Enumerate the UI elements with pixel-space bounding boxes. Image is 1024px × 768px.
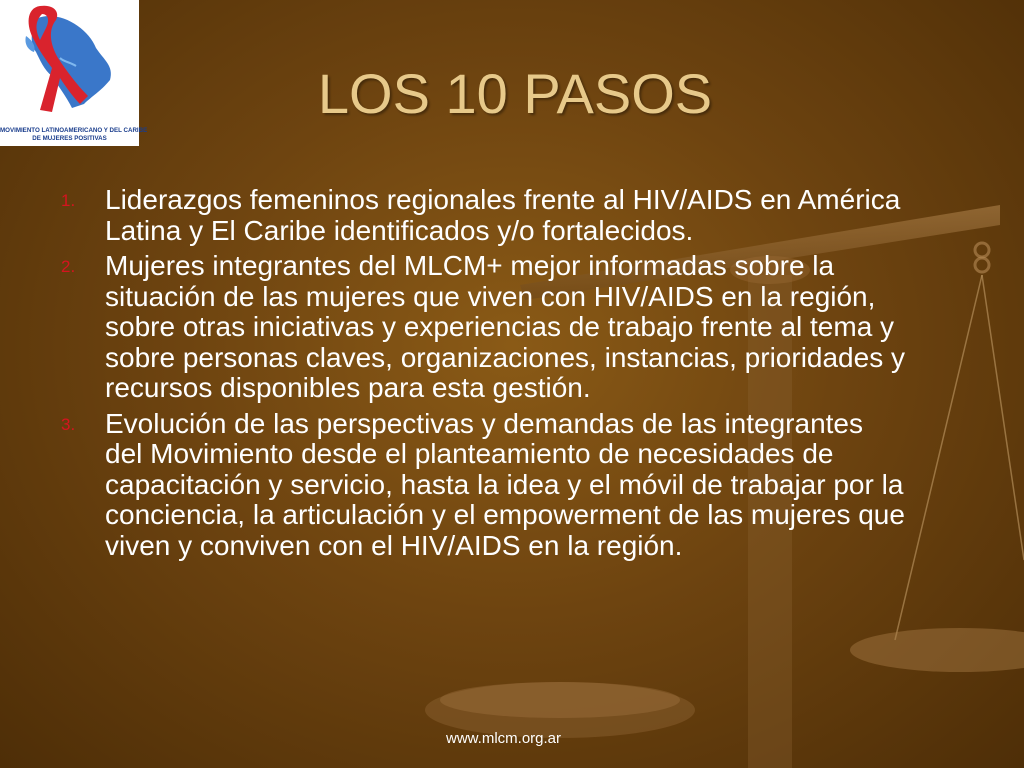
- steps-list: [58, 185, 908, 566]
- logo-name-line-1: MOVIMIENTO LATINOAMERICANO Y DEL CARIBE: [0, 127, 148, 134]
- footer-website-link[interactable]: www.mlcm.org.ar: [446, 730, 562, 747]
- list-item-number: 2.: [61, 257, 76, 276]
- red-ribbon-americas-map-icon: [0, 0, 139, 125]
- organization-logo: [0, 0, 148, 146]
- list-item: [58, 185, 908, 246]
- list-item: [58, 251, 908, 404]
- slide-title: LOS 10 PASOS: [317, 62, 713, 125]
- list-item-number: 3.: [61, 414, 76, 434]
- list-item: [58, 409, 908, 562]
- list-item-number: 1.: [61, 191, 76, 210]
- list-item-text: Mujeres integrantes del MLCM+ mejor informadas sobre la situación de las mujeres que viven con HIV/AIDS en la región, sobre otras iniciativas y experiencias de trabajo frente al tema y sobre personas claves, organizaciones, instancias, prioridades y recursos disponibles para esta gestión.: [105, 250, 905, 403]
- list-item-text: Evolución de las perspectivas y demandas de las integrantes del Movimiento desde el planteamiento de necesidades de capacitación y servicio, hasta la idea y el móvil de trabajar por la conciencia, la articulación y el empowerment de las mujeres que viven y conviven con el HIV/AIDS en la región.: [105, 407, 905, 561]
- list-item-text: Liderazgos femeninos regionales frente al HIV/AIDS en América Latina y El Caribe identificados y/o fortalecidos.: [105, 184, 901, 246]
- logo-name-line-2: DE MUJERES POSITIVAS: [32, 135, 107, 142]
